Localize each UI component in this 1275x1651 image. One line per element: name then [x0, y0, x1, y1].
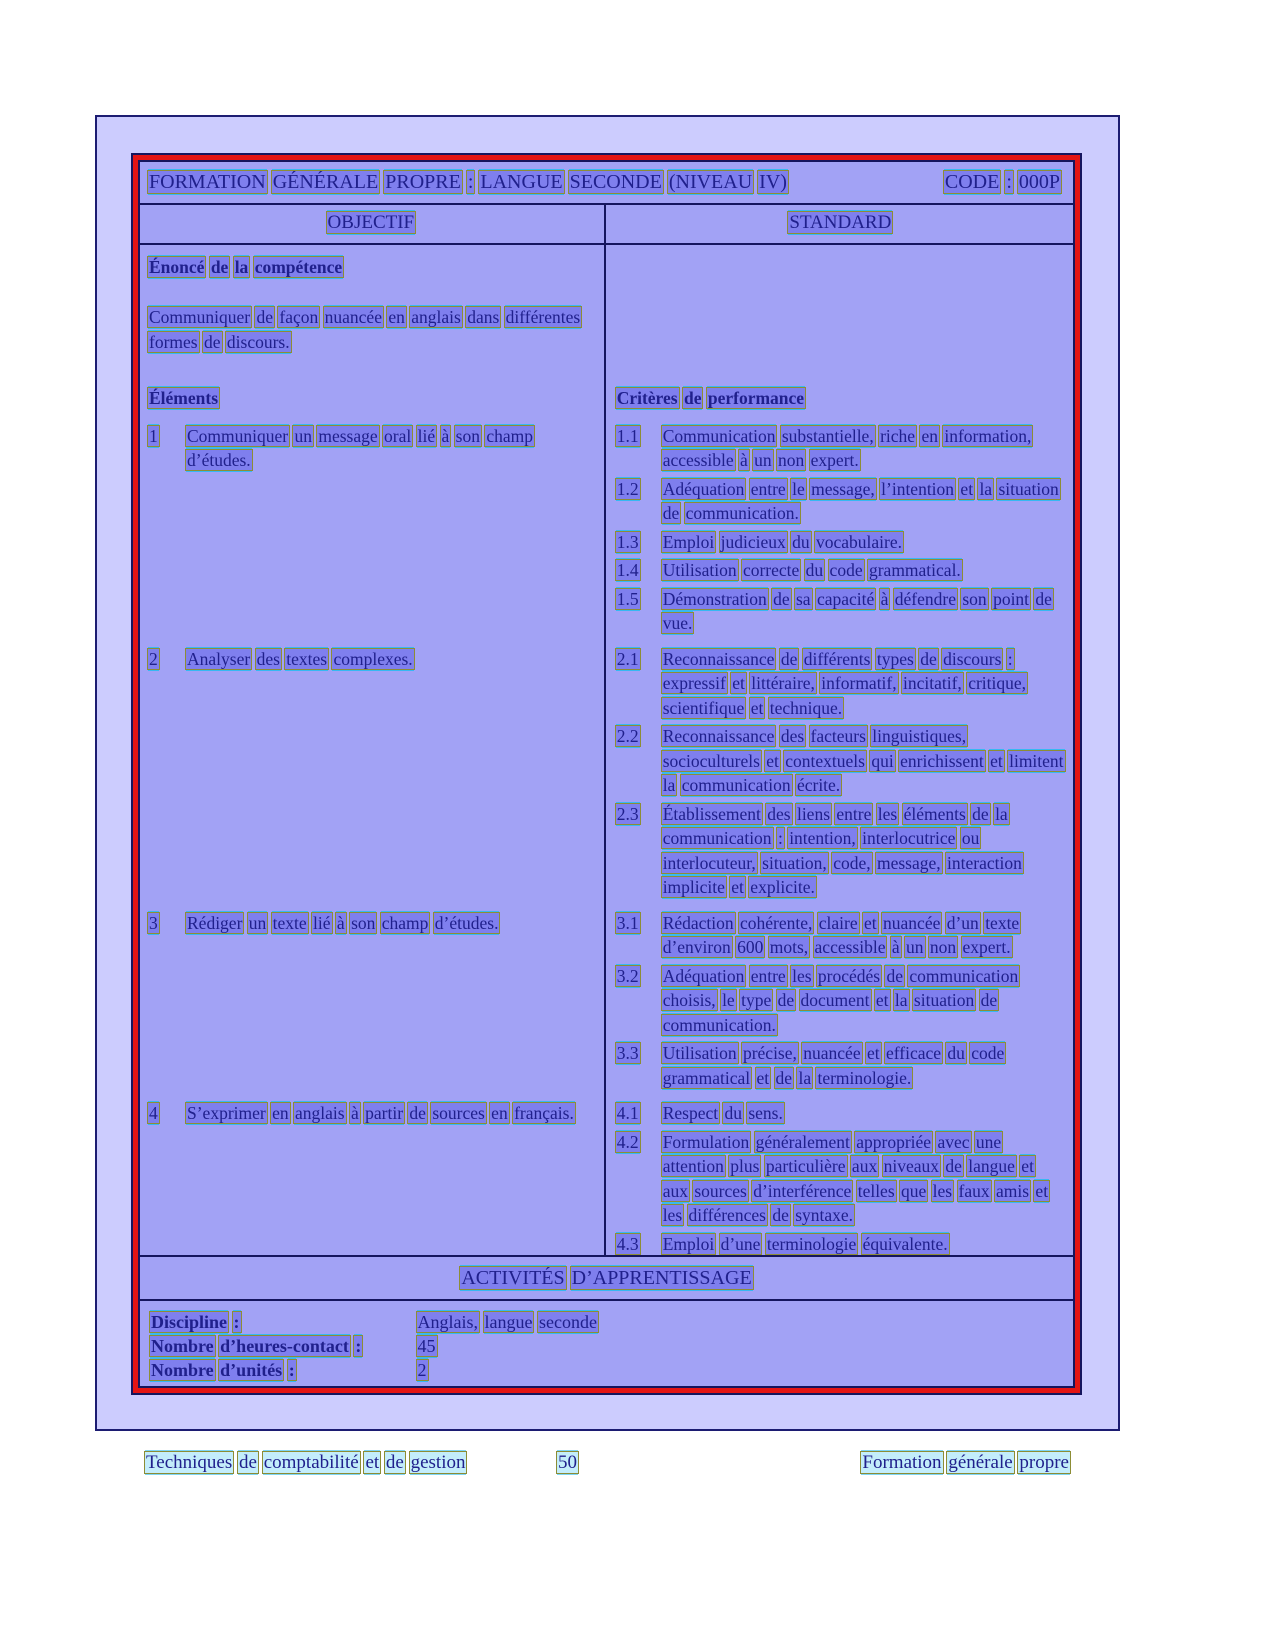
element-item	[148, 647, 590, 672]
detail-value: Anglais, langue seconde	[417, 1312, 597, 1332]
element-number: 3	[149, 912, 158, 933]
criterion-text: Rédaction cohérente, claire et nuancée d’un texte d’environ 600 mots, accessible à un non expert.	[662, 912, 1020, 958]
criterion-text: Formulation généralement appropriée avec une attention plus particulière aux niveaux de langue et aux sources d’interférence telles que les faux amis et les différences de syntaxe.	[662, 1131, 1049, 1226]
criterion	[616, 530, 1065, 555]
detail-value: 45	[417, 1336, 436, 1356]
element-cell-4	[138, 1099, 604, 1255]
criterion-number: 2.2	[616, 726, 639, 747]
element-text: Analyser des textes complexes.	[187, 648, 413, 669]
column-header-objectif	[138, 205, 604, 243]
enonce-row	[138, 251, 1075, 385]
element-cell-2	[138, 645, 604, 906]
criterion-number: 3.1	[616, 912, 639, 933]
course-table	[133, 155, 1080, 1393]
criterion	[616, 802, 1065, 900]
element-item	[148, 911, 590, 936]
criterion-number: 1.3	[616, 531, 639, 552]
criterion-text: Reconnaissance de différents types de discours : expressif et littéraire, informatif, incitatif, critique, scientifique et technique.	[662, 648, 1027, 718]
enonce-cell	[138, 251, 604, 385]
element-number: 4	[149, 1103, 158, 1124]
criterion-text: Adéquation entre le message, l’intention et la situation de communication.	[662, 478, 1059, 524]
criterion	[616, 1232, 1065, 1255]
element-number: 1	[149, 425, 158, 446]
criterion-text: Démonstration de sa capacité à défendre son point de vue.	[662, 588, 1052, 634]
criteria-cell-4	[604, 1099, 1075, 1255]
criterion-text: Communication substantielle, riche en information, accessible à un non expert.	[662, 425, 1032, 471]
detail-row-discipline	[150, 1310, 1065, 1334]
group-row-4	[138, 1099, 1075, 1255]
criterion	[616, 724, 1065, 798]
group-row-1	[138, 422, 1075, 642]
element-text: Rédiger un texte lié à son champ d’études.	[187, 912, 499, 933]
criterion-number: 2.1	[616, 648, 639, 669]
criterion-number: 1.2	[616, 478, 639, 499]
group-row-2	[138, 645, 1075, 906]
page-title: FORMATION GÉNÉRALE PROPRE : LANGUE SECONDE (NIVEAU IV)	[149, 171, 787, 193]
criterion-text: Utilisation correcte du code grammatical.	[662, 560, 961, 581]
detail-label: Nombre d’unités :	[151, 1360, 295, 1380]
footer-program-title: Techniques de comptabilité et de gestion	[146, 1452, 466, 1473]
criterion	[616, 964, 1065, 1038]
criterion	[616, 558, 1065, 583]
criteres-heading-cell	[604, 384, 1075, 419]
criterion-text: Adéquation entre les procédés de communication choisis, le type de document et la situation de communication.	[662, 965, 1019, 1035]
elements-heading: Éléments	[149, 388, 219, 409]
code-label: CODE : 000P	[944, 171, 1060, 193]
table-title-row	[138, 160, 1075, 205]
element-item	[148, 424, 590, 473]
elements-heading-cell	[138, 384, 604, 419]
criterion-text: Reconnaissance des facteurs linguistiques, socioculturels et contextuels qui enrichissent et limitent la communication écrite.	[662, 726, 1064, 796]
criterion	[616, 424, 1065, 473]
criteria-cell-2	[604, 645, 1075, 906]
details-section	[138, 1301, 1075, 1388]
column-header-standard	[604, 205, 1075, 243]
criterion-number: 1.5	[616, 588, 639, 609]
detail-label: Discipline :	[151, 1312, 240, 1332]
criterion	[616, 1041, 1065, 1090]
element-number: 2	[149, 648, 158, 669]
criterion-number: 1.1	[616, 425, 639, 446]
detail-row-unites	[150, 1358, 1065, 1382]
table-body	[138, 245, 1075, 1255]
criteres-heading: Critères de performance	[616, 388, 805, 409]
element-text: Communiquer un message oral lié à son champ d’études.	[187, 425, 533, 471]
criterion-text: Utilisation précise, nuancée et efficace du code grammatical et de la terminologie.	[662, 1043, 1005, 1088]
element-cell-1	[138, 422, 604, 642]
enonce-empty-cell	[604, 251, 1075, 385]
sheet	[95, 115, 1120, 1431]
criterion-number: 3.2	[616, 965, 639, 986]
criterion	[616, 477, 1065, 526]
criterion-text: Établissement des liens entre les éléments de la communication : intention, interlocutrice ou interlocuteur, situation, code, message, interaction implicite et explicite.	[662, 803, 1022, 898]
activites-heading-row	[138, 1255, 1075, 1301]
detail-label: Nombre d’heures-contact :	[151, 1336, 362, 1356]
element-item	[148, 1101, 590, 1126]
criterion-text: Emploi d’une terminologie équivalente.	[662, 1233, 948, 1254]
criteria-cell-3	[604, 909, 1075, 1097]
criterion-number: 3.3	[616, 1043, 639, 1064]
element-cell-3	[138, 909, 604, 1097]
criterion-number: 4.1	[616, 1103, 639, 1124]
criterion	[616, 911, 1065, 960]
footer-section-title: Formation générale propre	[862, 1452, 1069, 1473]
activites-heading: ACTIVITÉS D’APPRENTISSAGE	[461, 1267, 752, 1289]
enonce-heading: Énoncé de la compétence	[149, 256, 343, 277]
subheadings-row	[138, 384, 1075, 419]
criterion-text: Emploi judicieux du vocabulaire.	[662, 531, 902, 552]
detail-row-heures	[150, 1334, 1065, 1358]
standard-header-label: STANDARD	[789, 212, 892, 233]
criterion-number: 2.3	[616, 803, 639, 824]
group-row-3	[138, 909, 1075, 1097]
criterion	[616, 587, 1065, 636]
criteria-cell-1	[604, 422, 1075, 642]
element-text: S’exprimer en anglais à partir de sources en français.	[187, 1103, 574, 1124]
criterion-number: 4.3	[616, 1233, 639, 1254]
criterion-text: Respect du sens.	[662, 1103, 783, 1124]
criterion	[616, 647, 1065, 721]
criterion	[616, 1101, 1065, 1126]
criterion	[616, 1130, 1065, 1228]
detail-value: 2	[417, 1360, 427, 1380]
objectif-header-label: OBJECTIF	[327, 212, 415, 233]
criterion-number: 4.2	[616, 1131, 639, 1152]
column-headers-row	[138, 205, 1075, 245]
footer-page-number: 50	[558, 1452, 577, 1473]
enonce-text: Communiquer de façon nuancée en anglais dans différentes formes de discours.	[149, 307, 581, 352]
criterion-number: 1.4	[616, 560, 639, 581]
